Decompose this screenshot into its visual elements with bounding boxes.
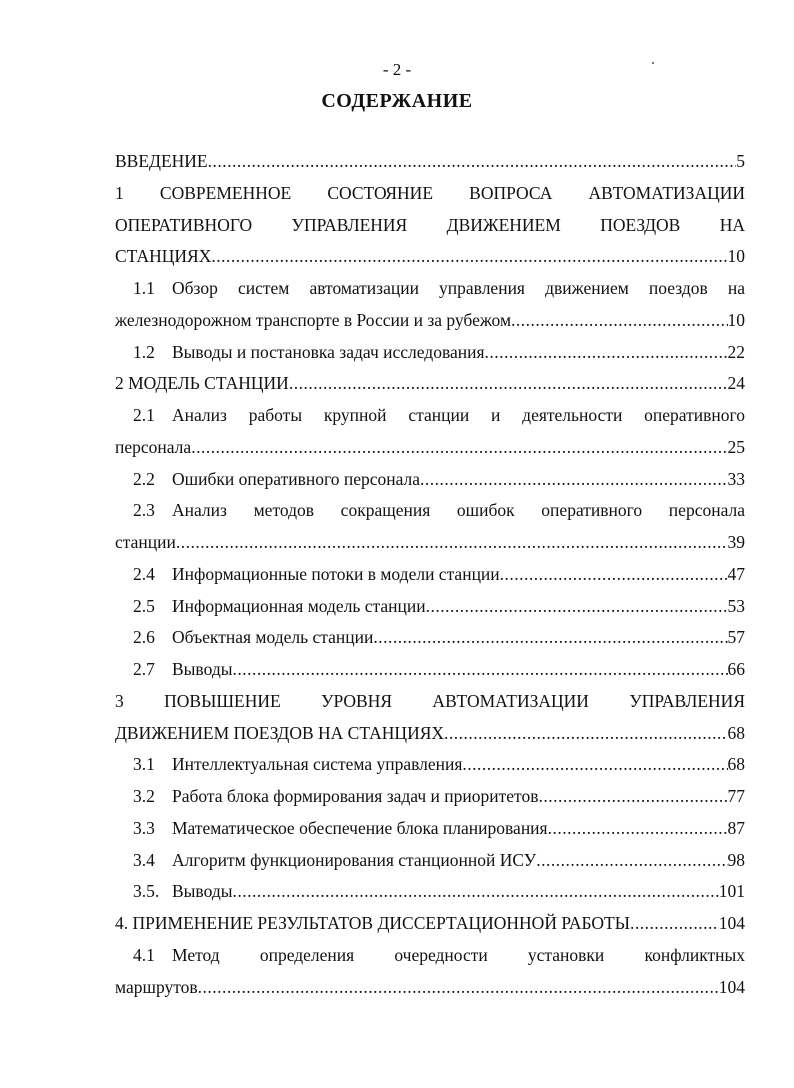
toc-entry-title: Информационные потоки в модели станции <box>172 563 500 584</box>
toc-entry-number: 1.1 <box>133 278 155 298</box>
toc-page-number: 98 <box>727 849 745 870</box>
page-title: СОДЕРЖАНИЕ <box>321 90 473 112</box>
toc-entry[interactable] <box>115 845 745 877</box>
toc-page-number: 57 <box>727 627 745 648</box>
toc-page-number: 77 <box>727 786 745 806</box>
toc-entry-title: Обзор систем автоматизации управления движением поездов на <box>172 278 745 298</box>
toc-line <box>115 654 745 686</box>
toc-line <box>115 749 745 781</box>
toc-line <box>115 495 745 527</box>
dot-leader <box>548 813 728 845</box>
dot-leader <box>444 718 727 750</box>
toc-entry-title: СТАНЦИЯХ <box>115 246 212 267</box>
toc-line <box>115 559 745 591</box>
toc-entry-number: 2.6 <box>133 627 155 648</box>
toc-entry-title: Выводы <box>172 659 233 679</box>
toc-line <box>115 210 745 242</box>
toc-entry-number: 2.3 <box>133 500 155 521</box>
toc-page-number: 87 <box>727 817 745 838</box>
toc-entry[interactable] <box>115 940 745 1004</box>
dot-leader <box>289 368 728 400</box>
toc-line <box>115 972 745 1004</box>
toc-entry-number: 4.1 <box>133 944 155 965</box>
toc-entry[interactable] <box>115 654 745 686</box>
toc-entry-title: Работа блока формирования задач и приоритетов <box>172 786 539 806</box>
toc-entry[interactable] <box>115 464 745 496</box>
toc-line <box>115 876 745 908</box>
toc-entry[interactable] <box>115 622 745 654</box>
toc-entry[interactable] <box>115 781 745 813</box>
toc-entry-title: Метод определения очередности установки конфликтных <box>172 944 745 965</box>
toc-page-number: 5 <box>736 151 745 171</box>
toc-entry[interactable] <box>115 273 745 337</box>
toc-line <box>115 432 745 464</box>
toc-entry-title: Анализ работы крупной станции и деятельности оперативного <box>172 405 745 425</box>
toc-line <box>115 400 745 432</box>
toc-line <box>115 813 745 845</box>
toc-entry-number: 3.5. <box>133 881 160 902</box>
dot-leader <box>485 337 728 369</box>
toc-page-number: 101 <box>718 881 745 902</box>
toc-entry[interactable] <box>115 337 745 369</box>
toc-line <box>115 337 745 369</box>
toc-entry-title: Объектная модель станции <box>172 627 374 648</box>
toc-entry[interactable] <box>115 591 745 623</box>
toc-page-number: 66 <box>727 659 745 679</box>
toc-line <box>115 241 745 273</box>
toc-entry-title: ОПЕРАТИВНОГО УПРАВЛЕНИЯ ДВИЖЕНИЕМ ПОЕЗДОВ НА <box>115 214 745 235</box>
toc-entry-title: Ошибки оперативного персонала <box>172 468 421 489</box>
toc-entry-title: 4. ПРИМЕНЕНИЕ РЕЗУЛЬТАТОВ ДИССЕРТАЦИОННОЙ РАБОТЫ <box>115 913 630 933</box>
toc-line <box>115 305 745 337</box>
toc-line <box>115 622 745 654</box>
toc-entry-title: Алгоритм функционирования станционной ИСУ <box>172 849 537 870</box>
toc-entry-number: 2.7 <box>133 659 155 679</box>
toc-entry-title: станции <box>115 532 176 552</box>
dot-leader <box>211 241 727 273</box>
toc-entry[interactable] <box>115 495 745 559</box>
toc-entry[interactable] <box>115 876 745 908</box>
toc-entry[interactable] <box>115 813 745 845</box>
toc-entry-title: Математическое обеспечение блока планирования <box>172 817 548 838</box>
toc-line <box>115 527 745 559</box>
toc-line <box>115 845 745 877</box>
toc-page-number: 22 <box>727 341 745 362</box>
toc-entry-number: 3.3 <box>133 817 155 838</box>
toc-page-number: 104 <box>718 976 745 997</box>
toc-entry-number: 2.2 <box>133 468 155 489</box>
dot-leader <box>511 305 727 337</box>
toc-line <box>115 178 745 210</box>
toc-entry-number: 3.2 <box>133 786 155 806</box>
toc-page-number: 68 <box>727 754 745 775</box>
toc-page-number: 25 <box>727 436 745 457</box>
toc-page-number: 24 <box>727 373 745 394</box>
toc-entry-title: Выводы <box>172 881 233 902</box>
toc-entry-title: персонала <box>115 436 192 457</box>
dot-leader <box>232 876 718 908</box>
toc-line <box>115 781 745 813</box>
toc-line <box>115 464 745 496</box>
toc-entry-number: 2.5 <box>133 595 155 616</box>
toc-entry-number: 3.4 <box>133 849 155 870</box>
toc-page-number: 33 <box>727 468 745 489</box>
page-number: - 2 - <box>382 60 412 79</box>
toc-entry-title: 2 МОДЕЛЬ СТАНЦИИ <box>115 373 289 394</box>
toc-entry[interactable] <box>115 178 745 273</box>
toc-entry[interactable] <box>115 146 745 178</box>
toc-entry[interactable] <box>115 400 745 464</box>
toc-entry[interactable] <box>115 368 745 400</box>
toc-line <box>115 146 745 178</box>
toc-page-number: 68 <box>727 722 745 743</box>
toc-line <box>115 368 745 400</box>
toc-line <box>115 718 745 750</box>
dot-leader <box>462 749 727 781</box>
toc-page-number: 10 <box>727 309 745 330</box>
dot-leader <box>536 845 727 877</box>
dot-leader <box>630 908 719 940</box>
toc-entry-title: Информационная модель станции <box>172 595 426 616</box>
toc-entry[interactable] <box>115 686 745 750</box>
toc-entry-number: 2.1 <box>133 405 155 425</box>
dot-leader <box>191 432 727 464</box>
toc-line <box>115 908 745 940</box>
toc-entry-title: ДВИЖЕНИЕМ ПОЕЗДОВ НА СТАНЦИЯХ <box>115 722 445 743</box>
toc-page-number: 47 <box>727 563 745 584</box>
dot-leader <box>208 146 737 178</box>
toc-entry-title: маршрутов <box>115 976 198 997</box>
dot-leader <box>426 591 728 623</box>
scan-speck <box>652 62 654 64</box>
dot-leader <box>373 622 727 654</box>
toc-entry[interactable] <box>115 559 745 591</box>
toc-page-number: 104 <box>718 913 745 933</box>
dot-leader <box>198 972 719 1004</box>
toc-page-number: 39 <box>727 532 745 552</box>
toc-entry-title: Выводы и постановка задач исследования <box>172 341 485 362</box>
toc-entry-number: 1.2 <box>133 341 155 362</box>
toc-entry[interactable] <box>115 908 745 940</box>
toc-line <box>115 273 745 305</box>
toc-entry-title: Интеллектуальная система управления <box>172 754 463 775</box>
table-of-contents <box>115 146 745 1003</box>
toc-entry-title: 1 СОВРЕМЕННОЕ СОСТОЯНИЕ ВОПРОСА АВТОМАТИЗАЦИИ <box>115 182 745 203</box>
toc-line <box>115 686 745 718</box>
toc-page-number: 10 <box>727 246 745 267</box>
toc-entry-title: Анализ методов сокращения ошибок оперативного персонала <box>172 500 745 521</box>
toc-line <box>115 591 745 623</box>
toc-entry-number: 2.4 <box>133 563 155 584</box>
toc-entry-number: 3.1 <box>133 754 155 775</box>
toc-entry-title: железнодорожном транспорте в России и за рубежом <box>115 309 512 330</box>
dot-leader <box>176 527 728 559</box>
dot-leader <box>500 559 728 591</box>
dot-leader <box>232 654 727 686</box>
dot-leader <box>538 781 727 813</box>
toc-line <box>115 940 745 972</box>
toc-page-number: 53 <box>727 595 745 616</box>
dot-leader <box>420 464 727 496</box>
toc-entry-title: 3 ПОВЫШЕНИЕ УРОВНЯ АВТОМАТИЗАЦИИ УПРАВЛЕНИЯ <box>115 690 745 711</box>
toc-entry-title: ВВЕДЕНИЕ <box>115 151 208 171</box>
toc-entry[interactable] <box>115 749 745 781</box>
